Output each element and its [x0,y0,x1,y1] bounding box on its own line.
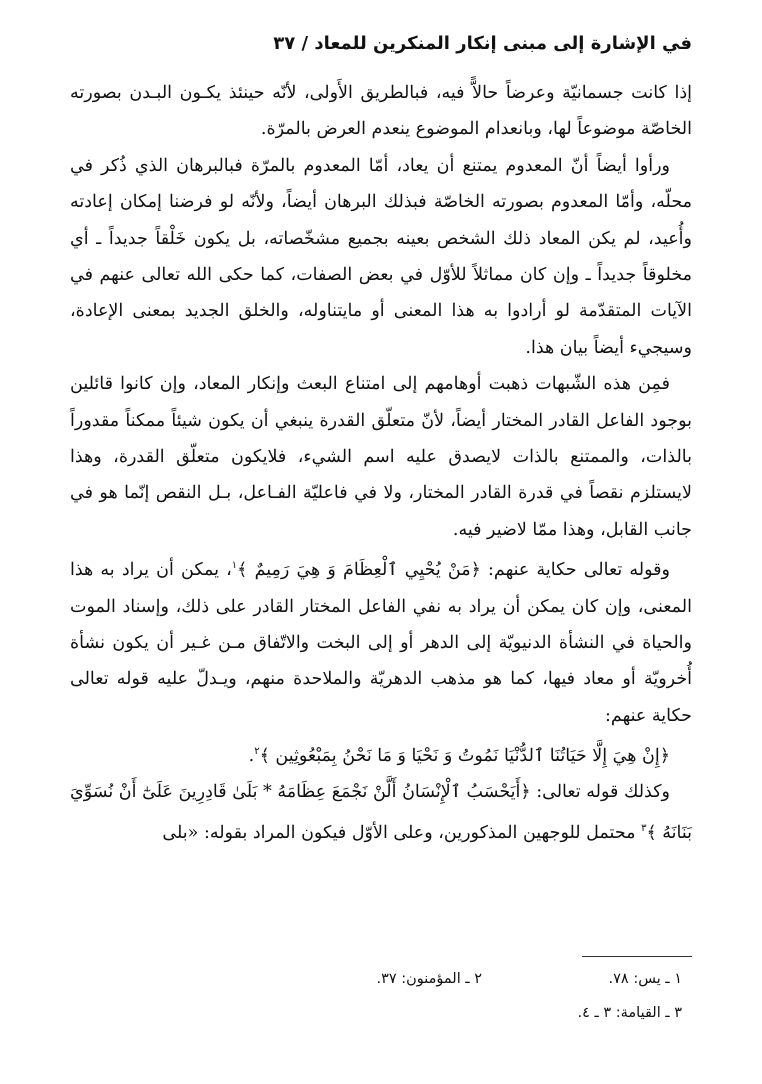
footnotes [70,962,682,1030]
footnote-1: ١ ـ يس: ٧٨. [608,971,682,987]
paragraph-6-intro: وكذلك قوله تعالى: [530,782,670,803]
footnote-ref-2: ٢ [254,746,260,758]
footnote-row [70,962,682,996]
paragraph-2: ورأوا أيضاً أنّ المعدوم يمتنع أن يعاد، أمّا المعدوم بالمرّة فبالبرهان الذي ذُكر في محلّه، وأمّا المعدوم بصورته الخاصّة فبذلك البرهان أيضاً، ولأنّه لو فرضنا إمكان إعادته وأُعيد، لم يكن المعاد ذلك الشخص بعينه بجميع مشخّصاته، بل يكون خَلْقاً جديداً ـ أي مخلوقاً جديداً ـ وإن كان مماثلاً للأوّل في بعض الصفات، كما حكى الله تعالى عنهم في الآيات المتقدّمة لو أرادوا به هذا المعنى أو مايتناوله، والخلق الجديد بمعنى الإعادة، وسيجيء أيضاً بيان هذا. [70,155,692,358]
quran-quote-1: ﴿مَنْ يُحْيِي ٱلْعِظَامَ وَ هِيَ رَمِيمٌ ﴾ [237,560,481,581]
footnote-row [70,996,682,1030]
paragraph-1: إذا كانت جسمانيّة وعرضاً حالاًّ فيه، فبالطريق الأَولى، لأنّه حينئذ يكـون البـدن بصورته الخاصّة موضوعاً لها، وبانعدام الموضوع ينعدم العرض بالمرّة. [70,83,692,140]
verse-line [70,734,692,774]
paragraph-6 [70,774,692,851]
footnote-2: ٢ ـ المؤمنون: ٣٧. [376,971,482,987]
footnote-ref-1: ١ [231,560,238,572]
paragraph-3: فمِن هذه الشّبهات ذهبت أوهامهم إلى امتناع البعث وإنكار المعاد، وإن كانوا قائلين بوجود الفاعل القادر المختار أيضاً، لأنّ متعلّق القدرة ينبغي أن يكون شيئاً ممكناً مقدوراً بالذات، والممتنع بالذات لايصدق عليه اسم الشيء، فلايكون متعلّق القدرة، وهذا لايستلزم نقصاً في قدرة القادر المختار، ولا في فاعليّة الفـاعل، بـل النقص إنّما هو في جانب القابل، وهذا ممّا لاضير فيه. [70,374,692,540]
paragraph-4-body: ، يمكن أن يراد به هذا المعنى، وإن كان يمكن أن يراد به نفي الفاعل المختار القادر على ذلك، وإسناد الموت والحياة في النشأة الدنيويّة إلى الدهر أو إلى البخت والاتّفاق مـن غـير أن يكون نشأة أُخرويّة أو معاد فيها، كما هو مذهب الدهريّة والملاحدة منهم، ويـدلّ عليه قوله تعالى حكاية عنهم: [70,560,692,726]
paragraph-4 [70,548,692,734]
page-number: ٣٧ [273,33,296,54]
paragraph-6-body: محتمل للوجهين المذكورين، وعلى الأوّل فيكون المراد بقوله: «بلى [162,822,642,843]
paragraph-4-intro: وقوله تعالى حكاية عنهم: [480,560,670,581]
running-header [60,30,692,58]
footnote-ref-3: ٣ [641,822,647,834]
main-text [70,75,692,851]
verse-tail: . [248,745,255,766]
quran-quote-3: ﴿أَيَحْسَبُ ٱلْإِنْسَانُ أَلَّنْ نَجْمَعَ عِظَامَهُ * بَلَىٰ قَادِرِينَ عَلَىٰٓ أَنْ نُسَوِّيَ بَنَانَهُ ﴾ [70,782,692,843]
footnote-separator [582,956,692,957]
header-title: في الإشارة إلى مبنى إنكار المنكرين للمعاد [314,33,692,54]
quran-quote-2: ﴿إِنْ هِيَ إِلَّا حَيَاتُنَا ٱلدُّنْيَا نَمُوتُ وَ نَحْيَا وَ مَا نَحْنُ بِمَبْعُوثِين ﴾ [259,745,670,766]
footnote-3: ٣ ـ القيامة: ٣ ـ ٤. [577,1005,682,1021]
header-separator: / [301,33,309,54]
